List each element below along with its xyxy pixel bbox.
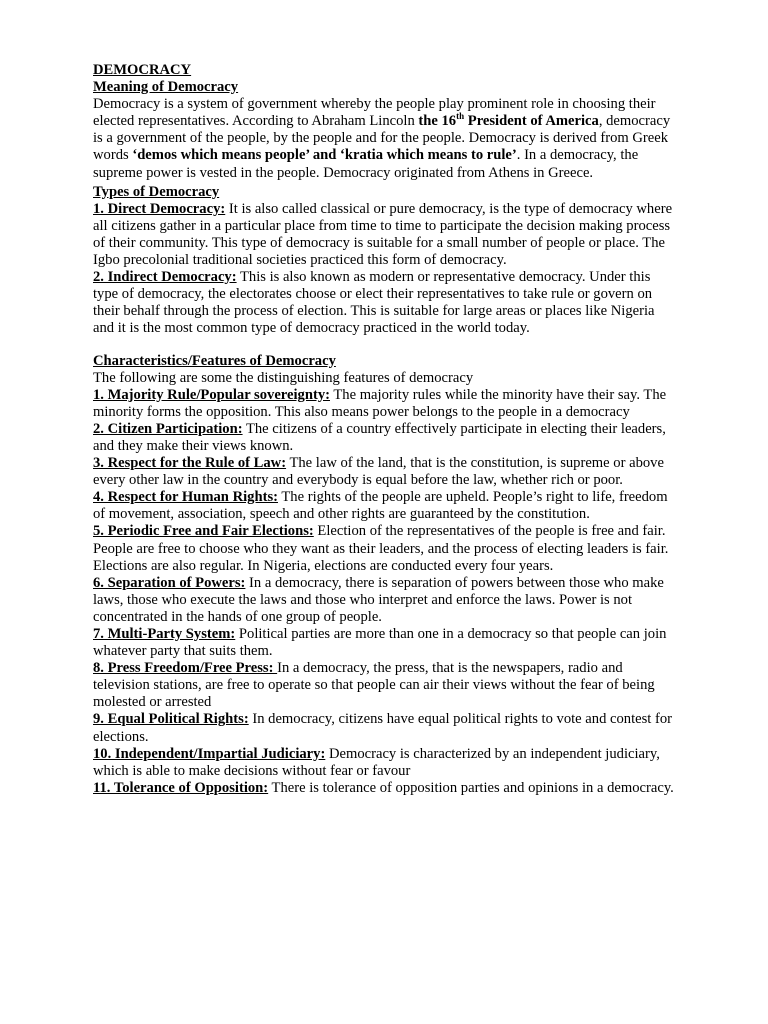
meaning-bold-1b: President of America	[464, 113, 599, 130]
document-body	[93, 62, 679, 797]
meaning-text-1: Democracy is a system of government whereby the people play prominent role in choosing their elected representatives. According to Abraham Lincoln	[93, 96, 656, 130]
feature-item-text: The law of the land, that is the constitution, is supreme or above every other law in the country and everybody is equal before the law, whether rich or poor.	[93, 455, 664, 489]
meaning-heading: Meaning of Democracy	[93, 79, 239, 96]
feature-item-label: 1. Majority Rule/Popular sovereignty:	[93, 386, 330, 403]
feature-item-text: The rights of the people are upheld. People’s right to life, freedom of movement, association, speech and other rights are guaranteed by the constitution.	[93, 489, 668, 523]
feature-item-text: Election of the representatives of the people is free and fair. People are free to choose who they want as their leaders, and the process of electing leaders is fair. Elections are also regular. In Nigeria, elections are conducted every four years.	[93, 523, 669, 574]
feature-item-text: In a democracy, there is separation of powers between those who make laws, those who execute the laws and those who interpret and enforce the laws. Power is not concentrated in the hands of one group of people.	[93, 574, 664, 625]
meaning-text-3: . In a democracy, the supreme power is vested in the people. Democracy originated from Athens in Greece.	[93, 147, 639, 181]
types-item-text: It is also called classical or pure democracy, is the type of democracy where all citizens gather in a particular place from time to time to participate the decision making process of their community. This type of democracy is suitable for a small number of people or place. The Igbo precolonial traditional societies practiced this form of democracy.	[93, 200, 673, 269]
feature-item-text: Political parties are more than one in a democracy so that people can join whatever party that suits them.	[93, 626, 667, 660]
types-item	[93, 201, 679, 269]
feature-item-text: The citizens of a country effectively participate in electing their leaders, and they make their views known.	[93, 420, 666, 454]
meaning-superscript: th	[456, 111, 465, 122]
feature-item-text: In democracy, citizens have equal political rights to vote and contest for elections.	[93, 711, 673, 745]
feature-item-text: In a democracy, the press, that is the newspapers, radio and television stations, are free to operate so that people can air their views without the fear of being molested or arrested	[93, 660, 655, 711]
feature-item	[93, 575, 679, 626]
feature-item-text: There is tolerance of opposition parties and opinions in a democracy.	[268, 779, 674, 796]
feature-item-text: The majority rules while the minority have their say. The minority forms the opposition. This also means power belongs to the people in a democracy	[93, 386, 667, 420]
features-intro: The following are some the distinguishing features of democracy	[93, 369, 474, 386]
feature-item	[93, 780, 679, 797]
meaning-bold-1	[418, 113, 598, 129]
feature-item	[93, 489, 679, 523]
feature-item-label: 10. Independent/Impartial Judiciary:	[93, 745, 326, 762]
types-item-label: 1. Direct Democracy:	[93, 200, 226, 217]
feature-item	[93, 455, 679, 489]
feature-item	[93, 387, 679, 421]
types-item-text: This is also known as modern or representative democracy. Under this type of democracy, the electorates choose or elect their representatives to take rule or govern on their behalf through the process of election. This is suitable for large areas or places like Nigeria and it is the most common type of democracy practiced in the world today.	[93, 269, 655, 337]
feature-item-label: 6. Separation of Powers:	[93, 574, 246, 591]
feature-item-label: 3. Respect for the Rule of Law:	[93, 455, 287, 472]
feature-item	[93, 421, 679, 455]
feature-item-label: 2. Citizen Participation:	[93, 420, 243, 437]
features-heading: Characteristics/Features of Democracy	[93, 352, 336, 369]
feature-item	[93, 523, 679, 574]
meaning-paragraph	[93, 96, 679, 181]
feature-item-label: 7. Multi-Party System:	[93, 626, 236, 642]
feature-item	[93, 711, 679, 745]
feature-item-text: Democracy is characterized by an independent judiciary, which is able to make decisions without fear or favour	[93, 745, 660, 779]
meaning-bold-2: ‘demos which means people’ and ‘kratia which means to rule’	[132, 147, 517, 164]
feature-item	[93, 626, 679, 660]
feature-item	[93, 660, 679, 711]
document-title: DEMOCRACY	[93, 62, 192, 78]
feature-item-label: 11. Tolerance of Opposition:	[93, 779, 269, 796]
feature-item-label: 8. Press Freedom/Free Press:	[93, 660, 278, 677]
feature-item-label: 5. Periodic Free and Fair Elections:	[93, 523, 314, 540]
types-item-label: 2. Indirect Democracy:	[93, 269, 237, 286]
meaning-text-2: , democracy is a government of the people, by the people and for the people. Democracy is derived from Greek words	[93, 113, 671, 164]
feature-item	[93, 746, 679, 780]
feature-item-label: 4. Respect for Human Rights:	[93, 489, 278, 506]
meaning-bold-1a: the 16	[418, 113, 457, 130]
types-item	[93, 269, 679, 337]
types-heading: Types of Democracy	[93, 183, 220, 200]
feature-item-label: 9. Equal Political Rights:	[93, 711, 249, 728]
